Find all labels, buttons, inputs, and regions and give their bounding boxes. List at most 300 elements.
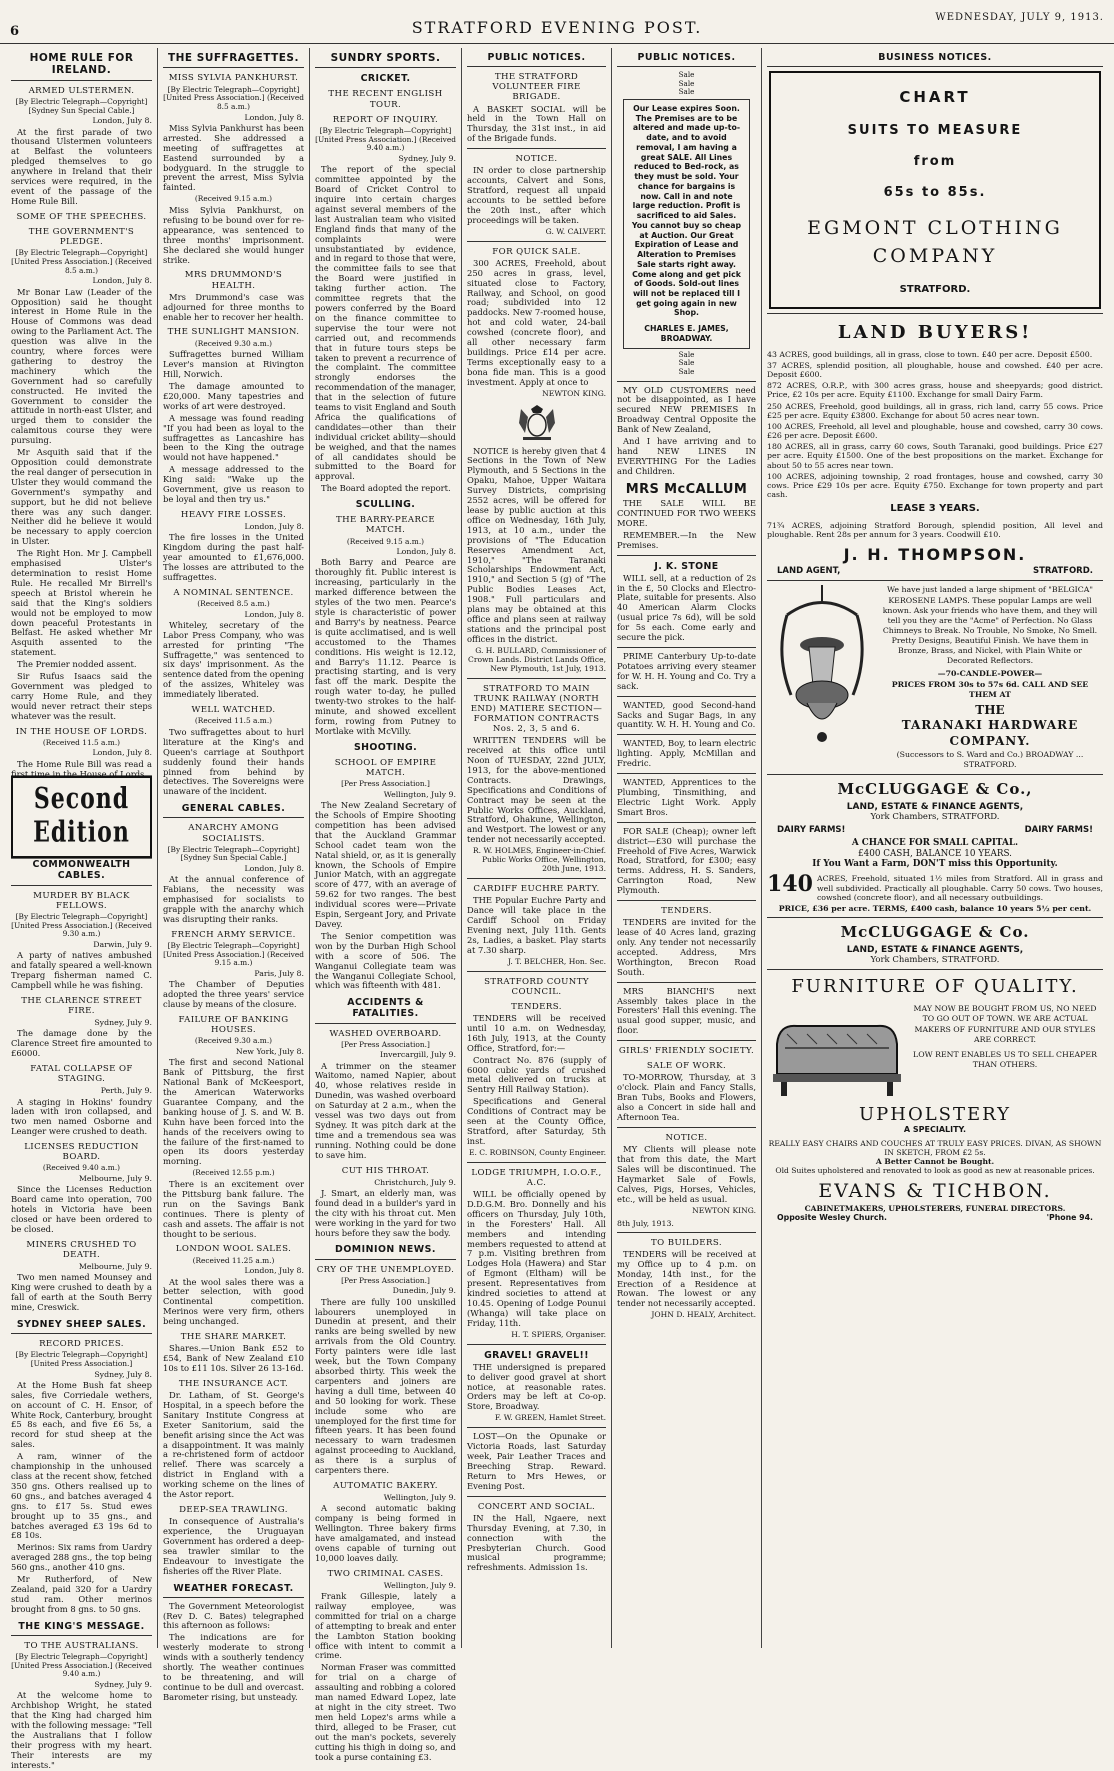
dateline: Melbourne, July 9. [78, 1262, 152, 1272]
divider [767, 774, 1103, 775]
cable-credit: [By Electric Telegraph—Copyright] [United Press Association.] (Received 9.15 a.m.) [163, 940, 304, 968]
second-edition-banner: Second Edition [11, 776, 152, 859]
article-title: THE GOVERNMENT'S PLEDGE. [28, 226, 135, 248]
sale-word: Sale [678, 366, 695, 376]
article-body: The Premier nodded assent. [17, 659, 137, 670]
section-heading: PUBLIC NOTICES. [617, 48, 756, 67]
advertiser-address: York Chambers, STRATFORD. [870, 955, 1000, 966]
dairy-farms-left: DAIRY FARMS! [777, 825, 846, 836]
column-suffragettes [158, 48, 310, 1702]
dateline: London, July 8. [244, 522, 304, 532]
article-title: LICENSES REDUCTION BOARD. [24, 1142, 139, 1163]
article-title: FATAL COLLAPSE OF STAGING. [30, 1064, 133, 1085]
divider [617, 900, 756, 901]
furniture-advert-text [907, 1004, 1103, 1104]
dairy-farms-row [767, 825, 1103, 835]
sale-pattern-top [617, 71, 756, 97]
subsection-heading: CRICKET. [360, 73, 411, 85]
article-body: A second automatic baking company is being formed in Wellington. Three bakery firms have amalgamated, and instead ovens capable of turning out 10,000 loaves daily. [315, 1503, 456, 1563]
hanging-lamp-icon [767, 585, 877, 755]
cable-credit: [By Electric Telegraph—Copyright] [United Press Association.] (Received 9.40 a.m.) [315, 125, 456, 153]
kerosene-lamp-advert [767, 585, 1103, 769]
section-heading: ACCIDENTS & FATALITIES. [315, 993, 456, 1023]
advert-line: SUITS TO MEASURE [847, 122, 1023, 138]
advertiser-name: EGMONT CLOTHING [807, 216, 1063, 239]
notice-signature: NEWTON KING. [692, 1205, 756, 1215]
divider [467, 1496, 606, 1497]
dateline: London, July 8. [244, 864, 304, 874]
newspaper-title: STRATFORD EVENING POST. [411, 18, 703, 37]
dateline: Wellington, July 9. [383, 1493, 456, 1503]
cable-credit: [By Electric Telegraph—Copyright] [United Press Association.] (Received 9.40 a.m.) [11, 1651, 152, 1679]
notice-body: TENDERS will be received until 10 a.m. on Wednesday, 16th July, 1913, at the County Office, Stratford, for:— [467, 1013, 606, 1053]
issue-date: WEDNESDAY, JULY 9, 1913. [935, 12, 1104, 23]
divider [467, 678, 606, 679]
notice-body: IN order to close partnership accounts, Calvert and Sons, Stratford, request all unpaid accounts to be settled before the 20th inst., after which proceedings will be taken. [467, 165, 606, 225]
cable-credit: (Received 12.55 p.m.) [192, 1168, 275, 1178]
cable-credit: [Per Press Association.] [341, 779, 430, 789]
notice-body: 300 ACRES, Freehold, about 250 acres in grass, level, situated close to Factory, Railway, and School, on good road; subdivided into 12 paddocks. New 7-roomed house, hot and cold water, 24-bail cowshed (concrete floor), and all other necessary farm buildings. Price £14 per acre. Terms exceptionally easy to a bona fide man. This is a good investment. Apply at once to [467, 257, 606, 387]
advert-headline: FURNITURE OF QUALITY. [791, 976, 1079, 998]
cable-credit: [By Electric Telegraph—Copyright] [United Press Association.] [15, 1350, 148, 1368]
cable-credit: [By Electric Telegraph—Copyright] [United Press Association.] (Received 8.5 a.m.) [163, 84, 304, 111]
dateline: Sydney, July 9. [94, 1680, 152, 1690]
divider [467, 1427, 606, 1428]
divider [617, 381, 756, 382]
column-sundry-sports [310, 48, 462, 1762]
cable-credit: (Received 9.15 a.m.) [346, 536, 425, 546]
notice-body: Specifications and General Conditions of Contract may be seen at the County Office, Stratford, after Saturday, 5th inst. [467, 1096, 606, 1146]
notice-body: MY Clients will please note that from this date, the Mart Sales will be discontinued. The Haymarket Sale of Fowls, Calves, Pigs, Horses, Vehicles, etc., will be held as usual. [617, 1144, 756, 1204]
advert-line: A SPECIALITY. [903, 1124, 967, 1134]
article-title: THE RECENT ENGLISH TOUR. [328, 89, 443, 110]
article-body: Shares.—Union Bank £52 to £54, Bank of New Zealand £10 10s to £11 10s. Silver 26 13-16d. [163, 1343, 304, 1373]
article-title: SCHOOL OF EMPIRE MATCH. [334, 757, 437, 779]
notice-body: And I have arriving and to hand NEW LINES IN EVERYTHING For the Ladies and Children. [617, 436, 756, 476]
article-title: IN THE HOUSE OF LORDS. [15, 726, 148, 737]
cable-credit: (Received 11.5 a.m.) [42, 737, 121, 747]
cable-credit: [By Electric Telegraph—Copyright] [United Press Association.] (Received 8.5 a.m.) [11, 248, 152, 275]
subsection-heading: SHOOTING. [353, 741, 418, 753]
article-body: A party of natives ambushed and fatally speared a well-known Treparg fisherman named C. Campbell while he was fishing. [11, 950, 152, 990]
furniture-advert-body: LOW RENT ENABLES US TO SELL CHEAPER THAN OTHERS. [913, 1049, 1097, 1070]
notice-signature: J. T. BELCHER, Hon. Sec. [507, 956, 606, 966]
article-body: Mr Rutherford, of New Zealand, paid 320 for a Uardry stud ram. Other merinos brought from 8 gns. to 50 gns. [11, 1574, 152, 1614]
article-body: Whiteley, secretary of the Labor Press Company, who was arrested for printing "The Suffragette," was sentenced to six days' imprisonment. As the sentence dated from the opening of the assizes, Whiteley was immediately liberated. [163, 619, 304, 700]
article-body: At the welcome home to Archbishop Wright, he stated that the King had charged him with the following message: "Tell the Australians that I follow their progress with my heart. Their interests are my interests." [11, 1690, 152, 1770]
dateline: Melbourne, July 9. [78, 1174, 152, 1184]
divider [767, 580, 1103, 581]
article-title: THE CLARENCE STREET FIRE. [21, 995, 142, 1016]
notice-signature: G. W. CALVERT. [545, 226, 606, 236]
dateline: Darwin, July 9. [93, 940, 152, 950]
article-body: The Right Hon. Mr J. Campbell emphasised Ulster's determination to resist Home Rule. He recalled Mr Birrell's speech at Bristol wherein he said that the King's soldiers would not be employed to mow down peaceful Protestants in Belfast. He asked whether Mr Asquith assented to the statement. [11, 548, 152, 658]
notice-body: LOST—On the Opunake or Victoria Roads, last Saturday week, Pair Leather Traces and Breeching Strap. Reward. Return to Mrs Hewes, or Evening Post. [467, 1431, 606, 1491]
dateline: Dunedin, July 9. [392, 1286, 456, 1296]
divider [467, 971, 606, 972]
article-title: RECORD PRICES. [39, 1339, 124, 1350]
divider [467, 1344, 606, 1345]
sale-word: Sale [678, 349, 695, 359]
article-body: There is an excitement over the Pittsburg bank failure. The run on the Savings Bank continues. There is plenty of cash and assets. The affair is not thought to be serious. [163, 1179, 304, 1239]
column-public-notices-1 [462, 48, 612, 1648]
notice-title: FOR QUICK SALE. [492, 246, 581, 257]
article-body: At the Home Bush fat sheep sales, five Corriedale wethers, on account of C. H. Ensor, of White Rock, Canterbury, brought £5 8s each, and five £6 5s, a record for stud sheep at the sales. [11, 1379, 152, 1450]
divider [617, 647, 756, 648]
notice-body: FOR SALE (Cheap); owner left district—£30 will purchase the Freehold of Five Acres, Warwick Road, Stratford, for £300; easy terms. Address, H. S. Sanders, Carrington Road, New Plymouth. [617, 825, 756, 896]
dateline: London, July 8. [92, 276, 152, 286]
article-body: Two men named Mounsey and King were crushed to death by a fall of earth at the South Berry mine, Creswick. [11, 1272, 152, 1313]
section-heading: SUNDRY SPORTS. [315, 48, 456, 68]
lamp-advert-text [877, 585, 1103, 769]
advertiser-trade: CABINETMAKERS, UPHOLSTERERS, FUNERAL DIRECTORS. [804, 1203, 1066, 1213]
sale-advert [623, 99, 750, 349]
article-title: WELL WATCHED. [191, 705, 276, 716]
article-body: Mr Bonar Law (Leader of the Opposition) said he thought interest in Home Rule in the House of Commons was dead owing to the Parliament Act. The question was alive in the country, where forces were gathering to destroy the machinery which the Government had so carefully constructed. He invited the Government to consider the attitude in north-east Ulster, and urged them to consider the calamitous course they were pursuing. [11, 286, 152, 446]
notice-title: GRAVEL! GRAVEL!! [484, 1349, 589, 1361]
advertiser-name: J. H. THOMPSON. [843, 544, 1027, 564]
article-body: Two suffragettes about to hurl literature at the King's and Queen's carriage at Southport suddenly found their hands pinned from behind by detectives. The Sovereigns were unaware of the incident. [163, 726, 304, 797]
advert-line: £400 CASH, BALANCE 10 YEARS. [858, 848, 1012, 859]
article-body: In consequence of Australia's experience, the Uruguayan Government has ordered a deep-sea trawler similar to the Endeavour to investigate the fisheries off the River Plate. [163, 1516, 304, 1576]
advertiser-trade: LAND, ESTATE & FINANCE AGENTS, [846, 801, 1024, 812]
notice-body: Contract No. 876 (supply of 6000 cubic yards of crushed metal delivered on trucks at Sentry Hill Railway Station). [467, 1054, 606, 1095]
article-body: The first and second National Bank of Pittsburg, the first National Bank of McKeesport, the American Waterworks Guarantee Company, and the banking house of J. S. and W. B. Kuhn have been forced into the hands of the receivers owing to the failure of the first-named to open its doors yesterday morning. [163, 1057, 304, 1167]
dateline: Wellington, July 9. [383, 789, 456, 799]
notice-title: GIRLS' FRIENDLY SOCIETY. [618, 1046, 755, 1057]
article-body: The report of the special committee appointed by the Board of Cricket Control to inquire into certain charges against several members of the last Australian team who visited England finds that many of the complaints were unsubstantiated by evidence, and in regard to those that were, the committee fails to see that the Board were justified in taking further action. The committee regrets that the powers conferred by the Board on the finance committee to supervise the tour were not carried out, and recommends that in future tours steps be taken to prevent a recurrence of the complaint. The committee strongly endorses the recommendation of the manager, that in the selection of future teams to visit England and South Africa the qualifications of candidates—other than their individual cricket ability—should be weighed, and that the names of all candidates should be submitted to the Board for approval. [315, 164, 457, 482]
divan-couch-icon [767, 1004, 907, 1104]
article-body: At the annual conference of Fabians, the necessity was emphasised for socialists to grapple with the anarchy which was disrupting their ranks. [163, 874, 304, 924]
divider [617, 982, 756, 983]
farm-description: ACRES, Freehold, situated 1½ miles from Stratford. All in grass and well subdivided. Practically all ploughable. Carry 50 cows. Two houses, cowshed (concrete floor), and all necessary outbuildings. [816, 874, 1103, 902]
advertiser-name: TARANAKI HARDWARE COMPANY. [901, 718, 1079, 749]
article-title: FRENCH ARMY SERVICE. [171, 929, 296, 940]
notice-body: WANTED, Boy, to learn electric lighting. Apply, McMillan and Fredric. [617, 738, 756, 769]
section-heading: COMMONWEALTH CABLES. [11, 855, 152, 885]
section-heading: GENERAL CABLES. [163, 799, 304, 818]
article-title: CRY OF THE UNEMPLOYED. [316, 1264, 455, 1275]
page-columns [6, 48, 1108, 1770]
cable-credit: [By Electric Telegraph—Copyright] [United Press Association.] (Received 9.30 a.m.) [11, 911, 152, 939]
notice-signature: R. W. HOLMES, Engineer-in-Chief. Public Works Office, Wellington, 20th June, 1913. [472, 846, 606, 874]
section-heading: BUSINESS NOTICES. [767, 48, 1103, 67]
sale-pattern-bottom [617, 351, 756, 377]
notice-body: MRS BIANCHI'S next Assembly takes place in the Foresters' Hall this evening. The usual good supper, music, and floor. [617, 985, 756, 1036]
advertiser-name: McCLUGGAGE & Co. [840, 923, 1030, 942]
notice-body: NOTICE is hereby given that 4 Sections in the Town of New Plymouth, and 5 Sections in the Opaku, Mahoe, Upper Waitara Survey Districts, comprising 2552 acres, will be offered for lease by public auction at this office on Wednesday, 16th July, 1913, at 10 a.m., under the provisions of "The Education Reserves Amendment Act, 1910," "The Taranaki Scholarships Endowment Act, 1910," and Section 5 (g) of "The Public Bodies Leases Act, 1908." Full particulars and plans may be obtained at this office and plans seen at railway stations and the principal post offices in the district. [467, 445, 606, 644]
land-listing-item: 71¾ ACRES, adjoining Stratford Borough, splendid position, All level and ploughable. Rent 28s per annum for 3 years. Coodwill £10. [767, 521, 1103, 540]
article-body: Miss Sylvia Pankhurst, on refusing to be bound over for re-appearance, was sentenced to three months' imprisonment. She declared she would hunger strike. [163, 204, 304, 265]
article-title: MINERS CRUSHED TO DEATH. [26, 1239, 137, 1260]
column-home-rule [6, 48, 158, 1770]
notice-signature: G. H. BULLARD, Commissioner of Crown Lands. District Lands Office, New Plymouth, 1st July, 1913. [468, 645, 606, 673]
egmont-clothing-advert [769, 71, 1101, 309]
article-title: THE BARRY-PEARCE MATCH. [335, 515, 436, 536]
article-body: At the wool sales there was a better selection, with good Continental competition. Merinos were very firm, others being unchanged. [163, 1276, 304, 1327]
article-body: Sir Rufus Isaacs said the Government was pledged to carry Home Rule, and they would never retract their steps whatever was the result. [11, 671, 152, 721]
royal-crest-icon [511, 403, 563, 443]
lamp-advert-body: We have just landed a large shipment of "BELGICA" KEROSENE LAMPS. These popular Lamps are well known. Ask your friends who have them, and they will tell you they are the "Acme" of Perfection. No Glass Chimneys to Break. No Trouble, No Smoke, No Smell. Pretty Designs, Beautiful Finish. We have them in Bronze, Brass, and Nickel, with Plain White or Decorated Reflectors. [882, 585, 1098, 666]
notice-signature: E. C. ROBINSON, County Engineer. [468, 1147, 606, 1157]
article-title: LONDON WOOL SALES. [175, 1244, 292, 1255]
advert-line: A Better Cannot be Bought. [875, 1157, 995, 1167]
land-listing-item: 37 ACRES, splendid position, all ploughable, house and cowshed. £40 per acre. Deposit £600. [767, 360, 1103, 379]
article-body: The indications are for westerly moderate to strong winds with a southerly tendency shortly. The weather continues to be threatening, and will continue to be dull and overcast. Barometer rising, but unsteady. [163, 1632, 304, 1702]
cable-credit: (Received 9.15 a.m.) [194, 194, 273, 204]
notice-title: NOTICE. [515, 154, 558, 165]
notice-signature: H. T. SPIERS, Organiser. [511, 1329, 606, 1339]
dateline: London, July 8. [244, 112, 304, 122]
sale-word: Sale [678, 358, 695, 368]
article-title: A NOMINAL SENTENCE. [173, 587, 294, 598]
divider [767, 917, 1103, 918]
divider [767, 313, 1103, 314]
section-heading: WEATHER FORECAST. [163, 1579, 304, 1598]
notice-date: 8th July, 1913. [617, 1218, 674, 1228]
lease-heading: LEASE 3 YEARS. [890, 503, 980, 515]
article-title: MURDER BY BLACK FELLOWS. [33, 890, 130, 911]
article-body: The damage done by the Clarence Street fire amounted to £6000. [11, 1028, 152, 1059]
notice-body: THE SALE WILL BE CONTINUED FOR TWO WEEKS MORE. [617, 498, 756, 528]
section-heading: DOMINION NEWS. [315, 1240, 456, 1259]
article-title: SOME OF THE SPEECHES. [16, 211, 147, 222]
notice-body: TENDERS will be received at my Office up to 4 p.m. on Monday, 14th inst., for the Erection of a Residence at Rowan. The lowest or any tender not necessarily accepted. [617, 1248, 756, 1309]
notice-body: WILL sell, at a reduction of 2s in the £, 50 Clocks and Electro-Plate, suitable for presents. Also 40 American Alarm Clocks (usual price 7s 6d), will be sold for 5s each. Come early and secure the pick. [617, 572, 756, 643]
article-title: THE SHARE MARKET. [180, 1332, 287, 1343]
article-body: The New Zealand Secretary of the Schools of Empire Shooting competition has been advised that the Auckland Grammar School cadet team won the Natal shield, or, as it is generally known, the Schools of Empire Junior Match, with an aggregate score of 477, with an average of 59.62 for two ranges. The best individual scores were—Private Espin, Sergeant Jory, and Private Davey. [315, 800, 456, 929]
cable-credit: [By Electric Telegraph—Copyright] [Sydney Sun Special Cable.] [167, 844, 300, 863]
divider [467, 148, 606, 149]
section-heading: THE SUFFRAGETTES. [163, 48, 304, 68]
dateline: Wellington, July 9. [383, 1580, 456, 1590]
advert-headline: CHART [899, 88, 971, 107]
article-body: A message was found reading "If you had been as loyal to the suffragettes as Lancashire has been to the King the outrage would not have happened." [163, 412, 304, 463]
notice-title: CARDIFF EUCHRE PARTY. [473, 884, 600, 895]
land-listing-item: 43 ACRES, good buildings, all in grass, close to town. £40 per acre. Deposit £500. [767, 349, 1093, 359]
notice-body: WANTED, Apprentices to the Plumbing, Tinsmithing, and Electric Light Work. Apply Smart Bros. [617, 777, 756, 817]
notice-title: LODGE TRIUMPH, I.O.O.F., A.C. [471, 1167, 602, 1188]
land-listing [767, 350, 1103, 500]
advert-headline: UPHOLSTERY [858, 1103, 1012, 1125]
article-title: WASHED OVERBOARD. [329, 1028, 442, 1039]
land-listing-item: 872 ACRES, O.R.P., with 300 acres grass, house and sheepyards; good district. Price, £2 10s per acre. Equity £1100. Exchange for small Dairy Farm. [767, 381, 1103, 400]
article-body: J. Smart, an elderly man, was found dead in a builder's yard in the city with his throat cut. Men were working in the yard for two hours before they saw the body. [315, 1187, 456, 1238]
article-body: Mr Asquith said that if the Opposition could demonstrate the real danger of persecution in Ulster they would command the Government's sympathy and support, but he did not believe there was any such danger. Neither did he believe it would be necessary to apply coercion in Ulster. [11, 447, 152, 547]
article-title: TO THE AUSTRALIANS. [24, 1640, 139, 1651]
notice-body: MY OLD CUSTOMERS need not be disappointed, as I have secured NEW PREMISES In Broadway Central Opposite the Bank of New Zealand, [617, 384, 756, 435]
cable-credit: [Per Press Association.] [341, 1275, 430, 1285]
notice-subtitle: SALE OF WORK. [646, 1061, 727, 1072]
land-listing-item: 250 ACRES, Freehold, good buildings, all in grass, rich land, carry 55 cows. Price £25 per acre. Equity £3800. Exchange for about 50 acres near town. [767, 401, 1103, 420]
dateline: Sydney, July 8. [94, 1369, 152, 1379]
article-body: Mrs Drummond's case was adjourned for three months to enable her to recover her health. [163, 291, 304, 322]
cable-credit: (Received 11.25 a.m.) [192, 1255, 275, 1265]
cable-credit: (Received 8.5 a.m.) [197, 598, 270, 608]
advertiser-phone: 'Phone 94. [1046, 1213, 1093, 1223]
notice-body: WRITTEN TENDERS will be received at this office until Noon of TUESDAY, 22nd JULY, 1913, for the above-mentioned Contracts. Drawings, Specifications and Conditions of Contract may be seen at the Public Works Offices, Auckland, Stratford, Ohakune, Wellington, and Westport. The lowest or any tender not necessarily accepted. [467, 735, 606, 845]
cable-credit: (Received 9.30 a.m.) [194, 338, 273, 348]
article-body: Miss Sylvia Pankhurst has been arrested. She addressed a meeting of suffragettes at Eastend surrounded by a bodyguard. In the struggle to prevent the arrest, Miss Sylvia fainted. [163, 122, 304, 193]
article-body: The Home Rule Bill was read a first time in the House of Lords. [11, 758, 152, 779]
advertiser-town: STRATFORD. [1032, 566, 1093, 577]
notice-title: NOTICE. [665, 1132, 708, 1143]
article-title: FAILURE OF BANKING HOUSES. [178, 1015, 289, 1036]
land-listing-item: 180 ACRES, all in grass, carry 60 cows, South Taranaki, good buildings. Price £27 per acre. Equity £1500. One of the best propositions on the market. Exchange for about 50 to 55 acres near town. [767, 442, 1103, 470]
notice-subtitle: TENDERS. [511, 1001, 562, 1012]
advert-line: Old Suites upholstered and renovated to look as good as new at reasonable prices. [775, 1166, 1095, 1176]
article-body: Frank Gillespie, lately a railway employee, was committed for trial on a charge of attempting to break and enter the Lambton Station booking office with intent to commit a crime. [315, 1591, 456, 1661]
advertiser-name: MRS McCALLUM [625, 481, 748, 497]
land-listing-item: 100 ACRES, adjoining township, 2 road frontages, house and cowshed, carry 30 cows. Price £29 10s per acre. Equity £750. Exchange for town property and part cash. [767, 471, 1103, 500]
notice-title: TO BUILDERS. [651, 1237, 722, 1248]
article-title: ARMED ULSTERMEN. [28, 85, 135, 96]
dateline: Paris, July 8. [254, 969, 304, 979]
section-heading: THE KING'S MESSAGE. [11, 1617, 152, 1636]
article-title: TWO CRIMINAL CASES. [327, 1568, 444, 1579]
dairy-farms-right: DAIRY FARMS! [1024, 825, 1093, 836]
article-body: Dr. Latham, of St. George's Hospital, in a speech before the Sanitary Institute Congress at Exeter Sanitorium, said the benefit arising since the Act was a disappointment. It was mainly a re-christened form of actdoor relief. There was scarcely a district in England with a working scheme on the lines of the Astor report. [163, 1390, 304, 1500]
article-body: A ram, winner of the championship in the unhoused class at the recent show, fetched 350 gns. Others realised up to 60 gns., and batches averaged 4 gns. to £17 5s. Stud ewes brought up to 35 gns., and batches averaged £3 19s 6d to £8 10s. [11, 1451, 152, 1541]
cable-credit: (Received 9.30 a.m.) [194, 1036, 273, 1046]
article-body: Norman Fraser was committed for trial on a charge of assaulting and robbing a colored man named Edward Lopez, late at night in the city street. Two men held Lopez's arms while a third, alleged to be Fraser, cut out the man's pockets, severely cutting his thigh in doing so, and took a purse containing £3. [315, 1662, 456, 1762]
advert-line: If You Want a Farm, DON'T miss this Opportunity. [812, 858, 1058, 869]
notice-title: THE STRATFORD VOLUNTEER FIRE BRIGADE. [492, 72, 581, 103]
article-body: Merinos: Six rams from Uardry averaged 288 gns., the top being 560 gns., another 410 gns. [11, 1542, 152, 1573]
notice-body: THE Popular Euchre Party and Dance will take place in the Cardiff School on Friday Evening next, July 11th. Gents 2s, Ladies, a basket. Play starts at 7.30 sharp. [467, 895, 606, 955]
article-title: DEEP-SEA TRAWLING. [179, 1505, 288, 1515]
article-title: AUTOMATIC BAKERY. [333, 1480, 438, 1491]
divider [617, 555, 756, 556]
advertiser-company: COMPANY [872, 245, 998, 268]
sale-word: Sale [678, 87, 695, 97]
advertiser-prefix: THE [975, 702, 1005, 717]
notice-body: THE undersigned is prepared to deliver good gravel at short notice, at reasonable rates. Orders may be left at Co-op. Store, Broadway. [467, 1361, 606, 1412]
article-body: Suffragettes burned William Lever's mansion at Rivington Hill, Norwich. [163, 349, 304, 380]
article-body: The damage amounted to £20,000. Many tapestries and works of art were destroyed. [163, 381, 304, 411]
notice-title: TENDERS. [661, 906, 712, 917]
article-title: CUT HIS THROAT. [341, 1165, 430, 1176]
advertiser-trade: LAND, ESTATE & FINANCE AGENTS, [846, 944, 1024, 955]
article-body: There are fully 100 unskilled labourers unemployed in Dunedin at present, and their ranks are being swelled by new arrivals from the Old Country. Forty painters were idle last week, but the Town Company absorbed thirty. This week the carpenters and joiners are having a dull time, between 40 and 50 looking for work. These include some who are unemployed for the first time for fifteen years. It has been found necessary to warn tradesmen against proceeding to Auckland, as there is a surplus of carpenters there. [315, 1296, 456, 1476]
dateline: New York, July 8. [235, 1047, 304, 1057]
advertiser-role-row [767, 566, 1103, 576]
subsection-heading: SCULLING. [355, 499, 416, 511]
divider [617, 822, 756, 823]
article-body: A trimmer on the steamer Waitomo, named Napier, about 40, whose relatives reside in Dunedin, was washed overboard on Saturday at 2 a.m., when the vessel was two days out from Sydney. It was pitch dark at the time and a tremendous sea was running. Nothing could be done to save him. [315, 1060, 456, 1160]
article-title: THE INSURANCE ACT. [178, 1378, 289, 1389]
advert-line: A CHANCE FOR SMALL CAPITAL. [851, 838, 1019, 849]
article-body: The Chamber of Deputies adopted the three years' service clause by means of the closure. [163, 979, 304, 1010]
advertiser-town: STRATFORD. [899, 283, 971, 295]
dateline: London, July 8. [244, 609, 304, 619]
cable-credit: (Received 11.5 a.m.) [194, 716, 273, 726]
lamp-power: —70-CANDLE-POWER— [937, 669, 1043, 679]
article-body: Since the Licenses Reduction Board came into operation, 700 hotels in Victoria have been closed or have been ordered to be closed. [11, 1184, 152, 1234]
notice-body: WILL be officially opened by D.D.G.M. Bro. Donnelly and his officers on Thursday, July 10th, in the Foresters' Hall. All members and intending members requested to attend at 7 p.m. Visiting brethren from Lodges Hola (Hawera) and Star of Egmont (Eltham) will be present. Representatives from kindred societies to attend at 10.45. Opening of Lodge Pounui (Whanga) will take place on Friday, 11th. [467, 1189, 606, 1328]
notice-title: STRATFORD TO MAIN TRUNK RAILWAY (NORTH END) MATIERE SECTION—FORMATION CONTRACTS Nos. 2, 3, 5 and 6. [470, 683, 603, 735]
furniture-advert [767, 1004, 1103, 1104]
advertiser-contact-row [767, 1213, 1103, 1222]
article-body: The Government Meteorologist (Rev D. C. Bates) telegraphed this afternoon as follows: [163, 1600, 304, 1631]
cable-credit: [By Electric Telegraph—Copyright] [Sydney Sun Special Cable.] [15, 96, 148, 115]
dateline: London, July 8. [92, 116, 152, 126]
notice-title: CONCERT AND SOCIAL. [477, 1501, 596, 1512]
article-body: A staging in Hokins' foundry laden with iron collapsed, and two men named Osborne and Leanger were crushed to death. [11, 1096, 152, 1137]
divider [767, 969, 1103, 970]
advertiser-address: (Successors to S. Ward and Co.) BROADWAY ... STRATFORD. [896, 749, 1084, 769]
article-body: The Senior competition was won by the Durban High School with a score of 506. The Wanganui Collegiate team was the Wanganui Collegiate School, which was fifteenth with 481. [315, 930, 456, 991]
furniture-advert-body: MAY NOW BE BOUGHT FROM US, NO NEED TO GO OUT OF TOWN. WE ARE ACTUAL MAKERS OF FURNITURE AND OUR STYLES ARE CORRECT. [913, 1003, 1097, 1045]
notice-body: PRIME Canterbury Up-to-date Potatoes arriving every steamer for W. H. H. Young and Co. Try a sack. [617, 651, 756, 691]
notice-signature: JOHN D. HEALY, Architect. [651, 1310, 756, 1320]
advertiser-address: Opposite Wesley Church. [777, 1213, 888, 1223]
notice-body: REMEMBER.—In the New Premises. [617, 529, 756, 550]
dateline: Christchurch, July 9. [374, 1177, 456, 1187]
section-heading: PUBLIC NOTICES. [467, 48, 606, 67]
advertiser-address: York Chambers, STRATFORD. [870, 812, 1000, 823]
cable-credit: [Per Press Association.] [341, 1039, 430, 1049]
section-heading: SYDNEY SHEEP SALES. [11, 1315, 152, 1334]
divider [617, 1127, 756, 1128]
advertiser-name: J. K. STONE [654, 560, 719, 572]
divider [617, 696, 756, 697]
cable-credit: (Received 9.40 a.m.) [42, 1163, 121, 1173]
divider [617, 1232, 756, 1233]
article-title: THE SUNLIGHT MANSION. [167, 327, 300, 338]
masthead [0, 0, 1114, 44]
dateline: Perth, July 9. [100, 1086, 152, 1096]
dateline: London, July 8. [244, 1266, 304, 1276]
page-number: 6 [10, 24, 20, 39]
notice-body: TO-MORROW, Thursday, at 3 o'clock. Plain and Fancy Stalls, Bran Tubs, Books and Flowers, also a Concert in side hall and Afternoon Tea. [617, 1072, 756, 1123]
advert-line: REALLY EASY CHAIRS AND COUCHES AT TRULY EASY PRICES. DIVAN, AS SHOWN IN SKETCH, FROM £2 5s. [768, 1139, 1102, 1158]
article-body: The fire losses in the United Kingdom during the past half-year amounted to £1,676,000. The losses are attributed to the suffragettes. [163, 532, 304, 582]
sale-advert-signature: CHARLES E. JAMES, BROADWAY. [644, 324, 729, 343]
article-body: A message addressed to the King said: "Wake up the Government, give us reason to be loyal and then try us." [163, 464, 304, 504]
article-body: Both Barry and Pearce are thoroughly fit. Public interest is increasing, particularly in the marked difference between the styles of the two men. Pearce's style is characteristic of power and Barry's by neatness. Pearce is quite acclimatised, and is well accustomed to the Thames conditions. His weight is 12.12, and Barry's 11.12. Pearce is practising starting, and is very fast off the mark. Despite the rough water to-day, he pulled twenty-two strokes to the half-minute, and showed excellent form, rowing from Putney to Mortlake with McVilly. [315, 557, 456, 736]
article-title: HEAVY FIRE LOSSES. [180, 509, 287, 520]
column-public-notices-2 [612, 48, 762, 1648]
notice-body: WANTED, good Second-hand Sacks and Sugar Bags, in any quantity. W. H. H. Young and Co. [617, 699, 756, 730]
farm-offer [767, 872, 1103, 904]
article-body: The Board adopted the report. [321, 483, 451, 494]
advertiser-role: LAND AGENT, [777, 566, 841, 577]
article-title: ANARCHY AMONG SOCIALISTS. [188, 823, 279, 844]
divider [617, 734, 756, 735]
divider [617, 1040, 756, 1041]
notice-body: A BASKET SOCIAL will be held in the Town Hall on Thursday, the 31st inst., in aid of the Brigade funds. [467, 103, 606, 144]
farm-acres: 140 [767, 871, 813, 898]
advert-headline: LAND BUYERS! [837, 322, 1033, 344]
article-title: MRS DRUMMOND'S HEALTH. [184, 270, 283, 291]
dateline: Sydney, July 9. [94, 1018, 152, 1028]
notice-body: TENDERS are invited for the lease of 40 Acres land, grazing only. Any tender not necessarily accepted. Address, Mrs Worthington, Brecon Road South. [617, 917, 756, 977]
advertiser-name: McCLUGGAGE & Co., [837, 779, 1033, 798]
article-body: At the first parade of two thousand Ulstermen volunteers at Belfast the volunteers pledged themselves to go anywhere in Ireland that their services were required, in the event of the passage of the Home Rule Bill. [11, 126, 152, 206]
divider [467, 1162, 606, 1163]
notice-signature: NEWTON KING. [542, 388, 606, 398]
dateline: Sydney, July 9. [398, 154, 456, 164]
article-subtitle: REPORT OF INQUIRY. [332, 114, 439, 125]
advert-price: 65s to 85s. [883, 185, 987, 201]
notice-signature: F. W. GREEN, Hamlet Street. [494, 1413, 606, 1423]
sale-word: Sale [678, 70, 695, 80]
section-heading: HOME RULE FOR IRELAND. [11, 48, 152, 81]
advert-line: from [913, 154, 957, 170]
sale-advert-body: Our Lease expires Soon. The Premises are to be altered and made up-to-date, and to avoid removal, I am having a great SALE. All Lines reduced to Bed-rock, as they must be sold. Your chance for bargains is now. Call in and note large reduction. Profit is sacrificed to aid Sales. You cannot buy so cheap at Auction. Our Great Expiration of Lease and Alteration to Premises Sale starts right away. Come along and get pick of Goods. Sold-out lines will not be replaced till I get going again in new Shop. [631, 104, 742, 318]
divider [617, 773, 756, 774]
